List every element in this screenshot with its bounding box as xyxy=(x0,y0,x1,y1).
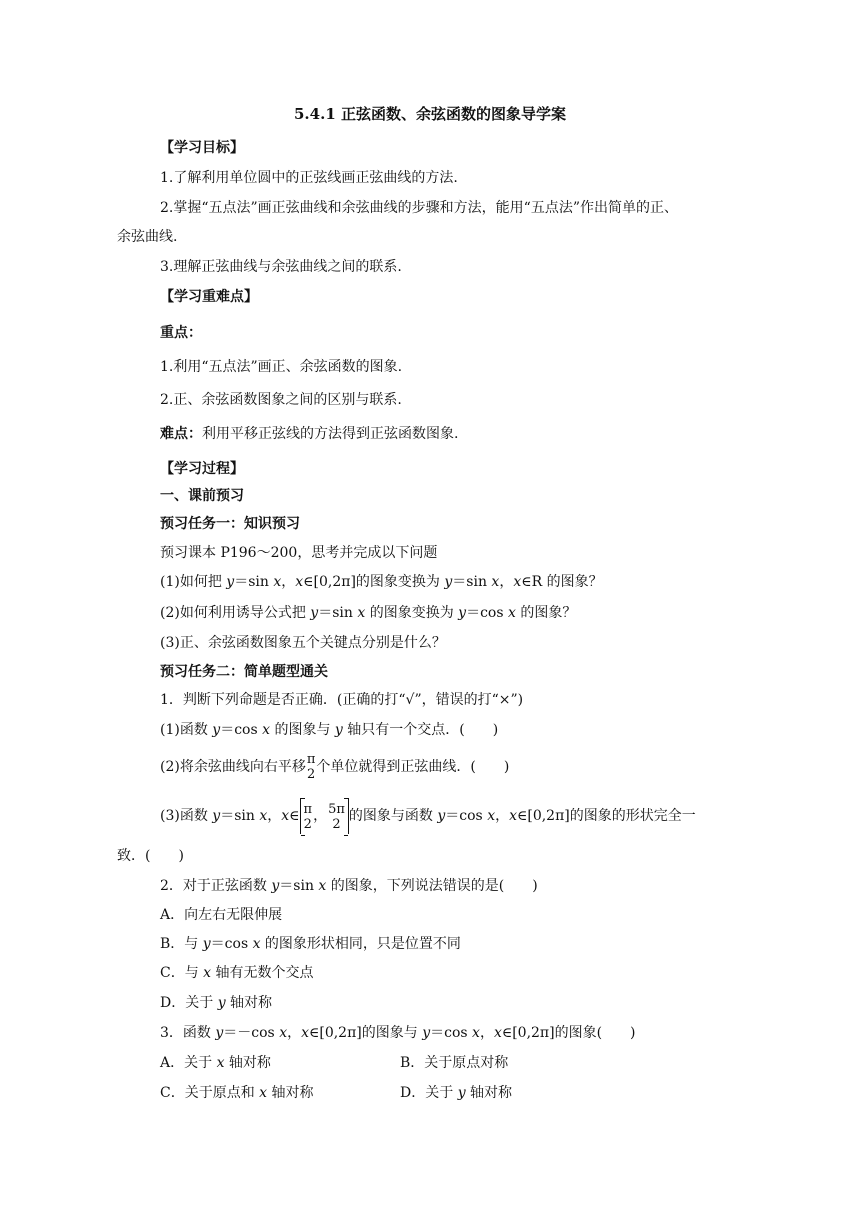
problem-3-option-c: C．关于原点和 x 轴对称 xyxy=(160,1085,314,1101)
difficulty-label: 难点： xyxy=(160,426,202,442)
difficulty-text: 利用平移正弦线的方法得到正弦函数图象. xyxy=(202,426,459,442)
problem-1-3: (3)函数 y＝sin x，x∈ π 2 ， 5π 2 的图象与函数 y＝cos x，x∈[0,2π]的图象的形状完全一 xyxy=(160,798,696,834)
section-1-heading: 一、课前预习 xyxy=(160,488,244,504)
problem-3: 3．函数 y＝－cos x，x∈[0,2π]的图象与 y＝cos x，x∈[0,2π]的图象( ) xyxy=(160,1025,636,1041)
question-1-1: (1)如何把 y＝sin x，x∈[0,2π]的图象变换为 y＝sin x，x∈R 的图象？ xyxy=(160,574,603,590)
problem-1-3-cont: 致．( ) xyxy=(117,848,184,864)
key-label: 重点： xyxy=(160,325,202,341)
problem-1: 1．判断下列命题是否正确．(正确的打“√”，错误的打“×”) xyxy=(160,692,524,708)
problem-2: 2．对于正弦函数 y＝sin x 的图象，下列说法错误的是( ) xyxy=(160,878,538,894)
goals-heading: 【学习目标】 xyxy=(160,140,244,156)
goal-2-cont: 余弦曲线. xyxy=(117,229,178,245)
problem-1-2: (2)将余弦曲线向右平移 π 2 个单位就得到正弦曲线．( ) xyxy=(160,751,510,782)
difficulty-line xyxy=(160,424,458,444)
key-point-1: 1.利用“五点法”画正、余弦函数的图象. xyxy=(160,359,403,375)
problem-3-option-d: D．关于 y 轴对称 xyxy=(400,1085,513,1101)
goal-2: 2.掌握“五点法”画正弦曲线和余弦曲线的步骤和方法，能用“五点法”作出简单的正、 xyxy=(160,200,678,216)
task-1-heading: 预习任务一：知识预习 xyxy=(160,516,300,532)
document-title: 5.4.1 正弦函数、余弦函数的图象导学案 xyxy=(294,105,566,123)
question-1-3: (3)正、余弦函数图象五个关键点分别是什么？ xyxy=(160,635,446,651)
question-1-2: (2)如何利用诱导公式把 y＝sin x 的图象变换为 y＝cos x 的图象？ xyxy=(160,605,577,621)
problem-2-option-b: B．与 y＝cos x 的图象形状相同，只是位置不同 xyxy=(160,936,461,952)
problem-3-option-a: A．关于 x 轴对称 xyxy=(160,1055,271,1071)
process-heading: 【学习过程】 xyxy=(160,461,244,477)
fraction-pi-over-2: π 2 xyxy=(306,751,316,782)
key-point-2: 2.正、余弦函数图象之间的区别与联系. xyxy=(160,392,402,408)
task-2-heading: 预习任务二：简单题型通关 xyxy=(160,664,328,680)
problem-3-option-b: B．关于原点对称 xyxy=(400,1055,509,1071)
problem-2-option-a: A．向左右无限伸展 xyxy=(160,907,283,923)
key-heading: 【学习重难点】 xyxy=(160,289,258,305)
problem-2-option-d: D．关于 y 轴对称 xyxy=(160,995,273,1011)
problem-1-1: (1)函数 y＝cos x 的图象与 y 轴只有一个交点．( ) xyxy=(160,722,499,738)
goal-1: 1.了解利用单位圆中的正弦线画正弦曲线的方法. xyxy=(160,170,458,186)
task-1-intro: 预习课本 P196～200，思考并完成以下问题 xyxy=(160,545,438,561)
problem-2-option-c: C．与 x 轴有无数个交点 xyxy=(160,965,314,981)
goal-3: 3.理解正弦曲线与余弦曲线之间的联系. xyxy=(160,259,402,275)
interval-bracket: π 2 ， 5π 2 xyxy=(300,798,349,834)
